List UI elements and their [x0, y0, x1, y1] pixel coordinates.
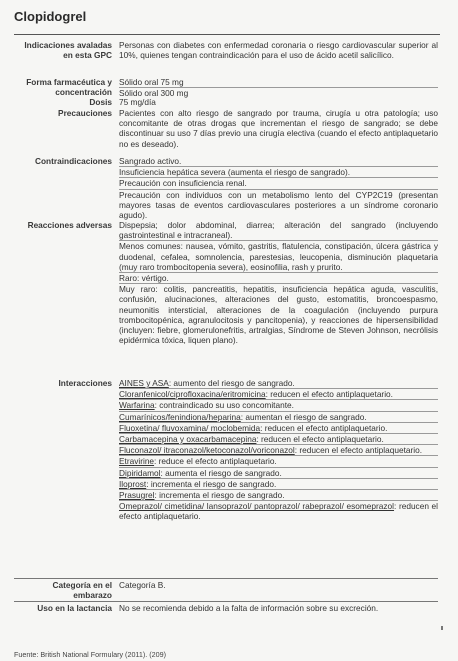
interaccion-drug: Cloranfenicol/ciprofloxacina/eritromicina — [119, 389, 266, 400]
forma-line-2: Sólido oral 300 mg — [119, 88, 189, 99]
row-precauciones — [14, 108, 438, 156]
interaccion-drug: Fluconazol/ itraconazol/ketoconazol/voriconazol — [119, 445, 295, 456]
contra-3: Precaución con insuficiencia renal. — [119, 178, 438, 189]
label-reacciones: Reacciones adversas — [27, 220, 112, 230]
interaccion-effect: : aumento del riesgo de sangrado. — [168, 378, 295, 388]
interaccion-effect: : reducen el efecto antiplaquetario. — [294, 445, 423, 456]
reacciones-2: Menos comunes: nausea, vómito, gastritis, flatulencia, constipación, úlcera gástrica y duodenal, cefalea, somnolencia, parestesias, leucopenia, disminución plaquetaria (muy raro trombocitopenia severa), eosinofilia, rash y prurito. — [119, 241, 438, 272]
interaccion-drug: Iloprost — [119, 478, 147, 489]
interaccion-drug: Cumarínicos/fenindiona/heparina — [119, 411, 241, 422]
reacciones-3: Raro: vértigo. — [119, 273, 438, 284]
label-forma: Forma farmacéutica y concentración — [26, 77, 112, 97]
row-forma — [14, 77, 438, 97]
interaccion-item — [119, 490, 438, 501]
label-interacciones: Interacciones — [58, 378, 112, 388]
page-title: Clopidogrel — [14, 9, 87, 24]
interaccion-item — [119, 434, 438, 445]
embarazo-text: Categoría B. — [119, 580, 166, 590]
label-dosis: Dosis — [89, 97, 112, 107]
interaccion-item — [119, 468, 438, 479]
interaccion-effect: : contraindicado su uso concomitante. — [154, 400, 294, 411]
interaccion-item — [119, 378, 438, 389]
reacciones-4: Muy raro: colitis, pancreatitis, hepatitis, insuficiencia hepática aguda, vasculitis, confusión, alucinaciones, alteraciones del gusto, estomatitis, broncoespasmo, neumonitis intersticial, alteraciones de la coagulación (incluyendo purpura trombocitopénica, agranulocitosis y pancitopenia), y reacciones de hipersensibilidad (incluyen: fiebre, glomerulonefritis, artralgias, Síndrome de Steven Johnson, necrólisis epidérmica tóxica, liquen plano). — [119, 284, 438, 346]
contra-2: Insuficiencia hepática severa (aumenta el riesgo de sangrado). — [119, 167, 438, 178]
interaccion-item — [119, 456, 438, 467]
row-lactancia — [14, 601, 438, 614]
scan-mark — [441, 626, 443, 630]
row-embarazo — [14, 578, 438, 601]
dosis-text: 75 mg/día — [119, 97, 156, 107]
interaccion-effect: : incrementa el riesgo de sangrado. — [146, 478, 277, 489]
interaccion-item — [119, 412, 438, 423]
interaccion-drug: Omeprazol/ cimetidina/ lansoprazol/ pantoprazol/ rabeprazol/ esomeprazol — [119, 501, 395, 512]
label-embarazo: Categoría en el embarazo — [52, 580, 112, 600]
interaccion-item — [119, 501, 438, 521]
row-interacciones — [14, 378, 438, 578]
interaccion-item — [119, 423, 438, 434]
label-indicaciones: Indicaciones avaladas en esta GPC — [24, 40, 112, 60]
interaccion-drug: Warfarina — [119, 400, 155, 411]
interaccion-item — [119, 400, 438, 411]
interaccion-effect: : reducen el efecto antiplaquetario. — [256, 434, 384, 445]
row-reacciones — [14, 220, 438, 378]
contra-4: Precaución con individuos con un metabolismo lento del CYP2C19 (presentan mayores tasas de eventos cardiovasculares posteriores a un síndrome coronario agudo). — [119, 189, 438, 221]
reacciones-1: Dispepsia; dolor abdominal, diarrea; alteración del sangrado (incluyendo gastrointestinal e intracraneal). — [119, 220, 438, 241]
interaccion-effect: : reducen el efecto antiplaquetario. — [119, 501, 439, 522]
forma-line-1: Sólido oral 75 mg — [119, 77, 438, 88]
interaccion-drug: Carbamacepina y oxacarbamacepina — [119, 434, 257, 445]
label-lactancia: Uso en la lactancia — [37, 603, 112, 613]
contra-1: Sangrado activo. — [119, 156, 438, 167]
interaccion-effect: : reducen el efecto antiplaquetario. — [265, 389, 393, 400]
row-indicaciones — [14, 40, 438, 77]
interaccion-drug: Fluoxetina/ fluvoxamina/ moclobemida — [119, 422, 261, 433]
interaccion-item — [119, 389, 438, 400]
row-dosis — [14, 97, 438, 108]
interaccion-drug: AINES y ASA — [119, 378, 169, 388]
row-contraindicaciones — [14, 156, 438, 220]
label-precauciones: Precauciones — [58, 108, 112, 118]
interaccion-effect: : aumenta el riesgo de sangrado. — [160, 467, 282, 478]
precauciones-text: Pacientes con alto riesgo de sangrado por trauma, cirugía u otra patología; uso concomitante de otras drogas que incrementan el riesgo de sangrado; se debe discontinuar su uso 7 días previo una cirugía electiva (cuando el efecto antiplaquetario no es deseado). — [119, 108, 438, 149]
indicaciones-text: Personas con diabetes con enfermedad coronaria o riesgo cardiovascular superior al 10%, quienes tengan contraindicación para el uso de ácido acetil salicílico. — [119, 40, 438, 61]
drug-table — [14, 40, 438, 614]
interaccion-drug: Prasugrel — [119, 490, 155, 501]
interaccion-drug: Dipiridamol — [119, 467, 161, 478]
label-contraindicaciones: Contraindicaciones — [35, 156, 112, 166]
lactancia-text: No se recomienda debido a la falta de información sobre su excreción. — [119, 603, 379, 613]
top-divider — [14, 34, 440, 35]
interaccion-effect: : aumentan el riesgo de sangrado. — [240, 411, 367, 422]
interaccion-effect: : reduce el efecto antiplaquetario. — [154, 456, 277, 467]
interaccion-item — [119, 445, 438, 456]
interaccion-drug: Etravirine — [119, 456, 155, 467]
interaccion-effect: : incrementa el riesgo de sangrado. — [154, 490, 285, 501]
interaccion-item — [119, 479, 438, 490]
source-note: Fuente: British National Formulary (2011). (209) — [14, 650, 167, 659]
interaccion-effect: : reducen el efecto antiplaquetario. — [260, 422, 388, 433]
